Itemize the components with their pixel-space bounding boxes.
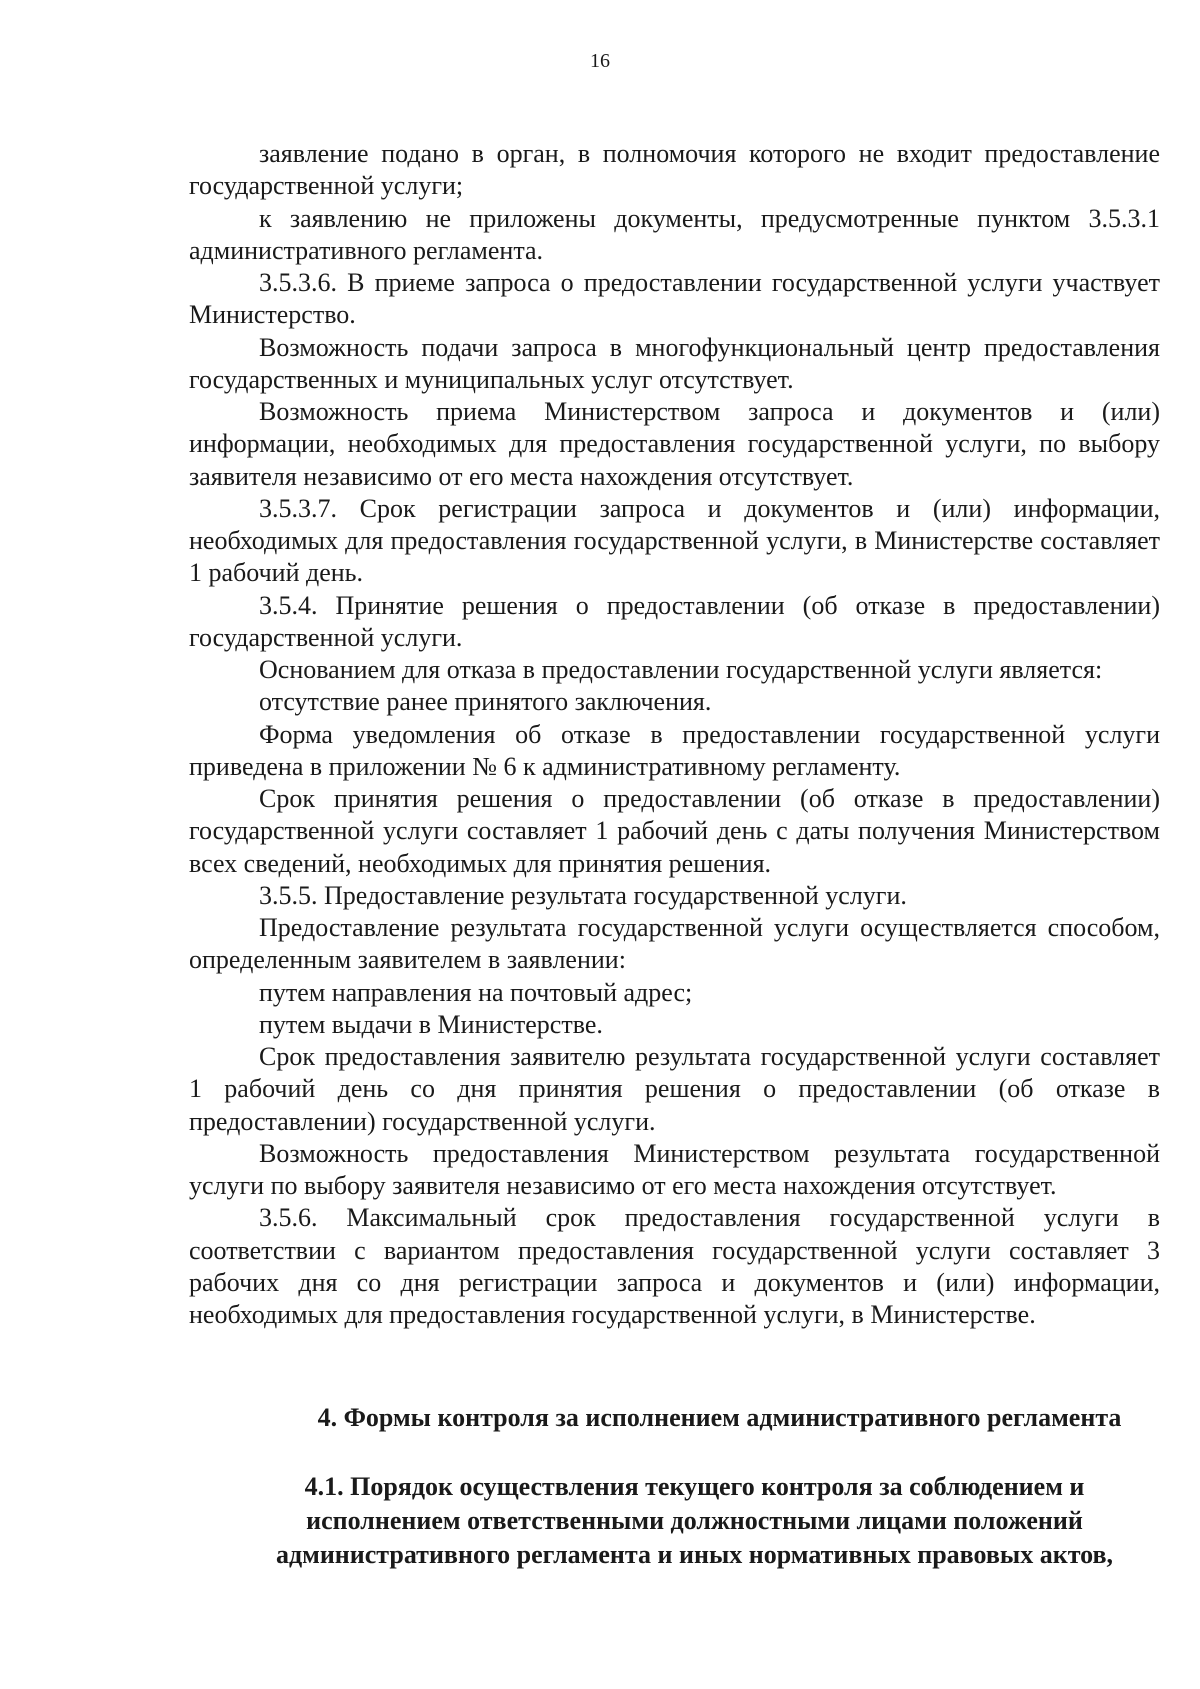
paragraph: путем выдачи в Министерстве. — [259, 1009, 603, 1039]
subsection-heading-line: 4.1. Порядок осуществления текущего контроля за соблюдением и — [304, 1472, 1085, 1501]
paragraph: Срок принятия решения о предоставлении (об отказе в предоставлении) государственной услуги составляет 1 рабочий день с даты получения Министерством всех сведений, необходимых для принятия решения. — [189, 784, 1160, 878]
paragraph: 3.5.6. Максимальный срок предоставления государственной услуги в соответствии с вариантом предоставления государственной услуги составляет 3 рабочих дня со дня регистрации запроса и документов и (или) информации, необходимых для предоставления государственной услуги, в Министерстве. — [189, 1203, 1160, 1329]
paragraph: 3.5.5. Предоставление результата государственной услуги. — [259, 880, 907, 910]
page-number: 16 — [590, 50, 610, 72]
paragraph: 3.5.4. Принятие решения о предоставлении (об отказе в предоставлении) государственной услуги. — [189, 590, 1160, 652]
paragraph: путем направления на почтовый адрес; — [259, 977, 693, 1007]
subsection-heading — [189, 1470, 1160, 1572]
paragraph: Форма уведомления об отказе в предоставлении государственной услуги приведена в приложении № 6 к административному регламенту. — [189, 719, 1160, 781]
paragraph: отсутствие ранее принятого заключения. — [259, 687, 712, 717]
paragraph: Возможность подачи запроса в многофункциональный центр предоставления государственных и муниципальных услуг отсутствует. — [189, 332, 1160, 394]
paragraph: 3.5.3.6. В приеме запроса о предоставлении государственной услуги участвует Министерство. — [189, 268, 1160, 330]
paragraph: заявление подано в орган, в полномочия которого не входит предоставление государственной услуги; — [189, 139, 1160, 201]
paragraph: 3.5.3.7. Срок регистрации запроса и документов и (или) информации, необходимых для предоставления государственной услуги, в Министерстве составляет 1 рабочий день. — [189, 493, 1160, 588]
document-body — [189, 138, 1160, 1331]
subsection-heading-line: исполнением ответственными должностными лицами положений — [306, 1506, 1083, 1535]
paragraph: Возможность предоставления Министерством результата государственной услуги по выбору заявителя независимо от его места нахождения отсутствует. — [189, 1138, 1160, 1200]
subsection-heading-line: административного регламента и иных нормативных правовых актов, — [275, 1540, 1114, 1569]
section-heading: 4. Формы контроля за исполнением административного регламента — [317, 1403, 1122, 1432]
paragraph: Возможность приема Министерством запроса и документов и (или) информации, необходимых для предоставления государственной услуги, по выбору заявителя независимо от его места нахождения отсутствует. — [189, 397, 1160, 491]
paragraph: Предоставление результата государственной услуги осуществляется способом, определенным заявителем в заявлении: — [189, 913, 1160, 975]
paragraph: к заявлению не приложены документы, предусмотренные пунктом 3.5.3.1 административного регламента. — [189, 203, 1160, 265]
paragraph: Срок предоставления заявителю результата государственной услуги составляет 1 рабочий день со дня принятия решения о предоставлении (об отказе в предоставлении) государственной услуги. — [189, 1042, 1160, 1136]
paragraph: Основанием для отказа в предоставлении государственной услуги является: — [259, 655, 1103, 684]
